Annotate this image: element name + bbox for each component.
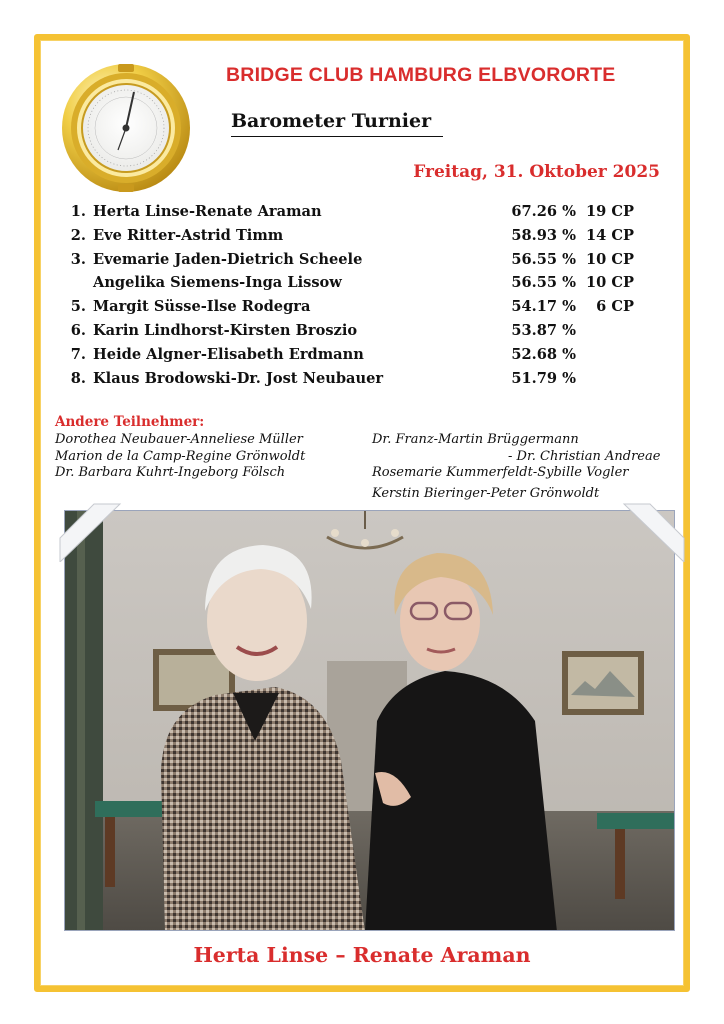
photo-illustration: [65, 511, 675, 931]
result-rank: 8.: [70, 369, 86, 387]
result-pair: Evemarie Jaden-Dietrich Scheele: [93, 250, 363, 268]
result-pair: Heide Algner-Elisabeth Erdmann: [93, 345, 364, 363]
participant-pair: Rosemarie Kummerfeldt-Sybille Vogler: [372, 465, 629, 480]
club-name: BRIDGE CLUB HAMBURG ELBVORORTE: [226, 64, 616, 86]
result-percent: 52.68 %: [511, 345, 576, 363]
other-participants-left: [55, 432, 305, 482]
title-underline: [231, 136, 443, 137]
participant-pair: Dr. Franz-Martin Brüggermann: [372, 432, 579, 447]
other-participants-heading: Andere Teilnehmer:: [55, 414, 205, 430]
result-pair: Eve Ritter-Astrid Timm: [93, 226, 284, 244]
photo-corner-icon: [622, 502, 686, 562]
results-list: [64, 203, 664, 393]
result-percent: 53.87 %: [511, 321, 576, 339]
participant-pair-continued: - Dr. Christian Andreae: [508, 448, 661, 464]
event-date: Freitag, 31. Oktober 2025: [413, 162, 660, 182]
result-row: [64, 274, 664, 298]
result-row: [64, 203, 664, 227]
photo-caption: Herta Linse – Renate Araman: [193, 943, 531, 967]
result-percent: 54.17 %: [511, 298, 576, 316]
result-rank: 2.: [70, 226, 86, 244]
result-rank: 6.: [70, 321, 86, 339]
participant-pair: Marion de la Camp-Regine Grönwoldt: [55, 448, 306, 464]
result-percent: 51.79 %: [511, 369, 576, 387]
participant-pair: Dr. Barbara Kuhrt-Ingeborg Fölsch: [55, 465, 286, 480]
result-row: [64, 298, 664, 322]
result-pair: Klaus Brodowski-Dr. Jost Neubauer: [93, 369, 384, 387]
result-rank: 7.: [70, 345, 86, 363]
barometer-icon: [60, 62, 192, 194]
result-cp: 14 CP: [586, 226, 634, 244]
result-pair: Karin Lindhorst-Kirsten Broszio: [93, 321, 358, 339]
result-rank: 5.: [70, 298, 86, 316]
result-rank: 1.: [70, 203, 86, 220]
result-percent: 56.55 %: [511, 274, 576, 292]
result-pair: Angelika Siemens-Inga Lissow: [93, 274, 342, 292]
event-title: Barometer Turnier: [231, 110, 432, 132]
result-cp: 10 CP: [586, 250, 634, 268]
participant-pair: Dorothea Neubauer-Anneliese Müller: [55, 432, 303, 447]
result-percent: 67.26 %: [511, 203, 576, 220]
result-pair: Margit Süsse-Ilse Rodegra: [93, 298, 311, 316]
result-percent: 58.93 %: [511, 226, 576, 244]
result-row: [64, 227, 664, 251]
winners-photo: [64, 510, 675, 931]
result-percent: 56.55 %: [511, 250, 576, 268]
result-cp: 10 CP: [586, 274, 634, 292]
result-row: [64, 346, 664, 370]
result-rank: 3.: [70, 250, 86, 268]
result-row: [64, 251, 664, 275]
participant-pair: Kerstin Bieringer-Peter Grönwoldt: [372, 485, 600, 501]
result-row: [64, 322, 664, 346]
result-row: [64, 370, 664, 394]
photo-corner-icon: [58, 502, 122, 562]
result-cp: 19 CP: [586, 203, 634, 220]
other-participants-right: [372, 432, 660, 502]
result-pair: Herta Linse-Renate Araman: [93, 203, 322, 220]
result-cp: 6 CP: [596, 298, 634, 316]
